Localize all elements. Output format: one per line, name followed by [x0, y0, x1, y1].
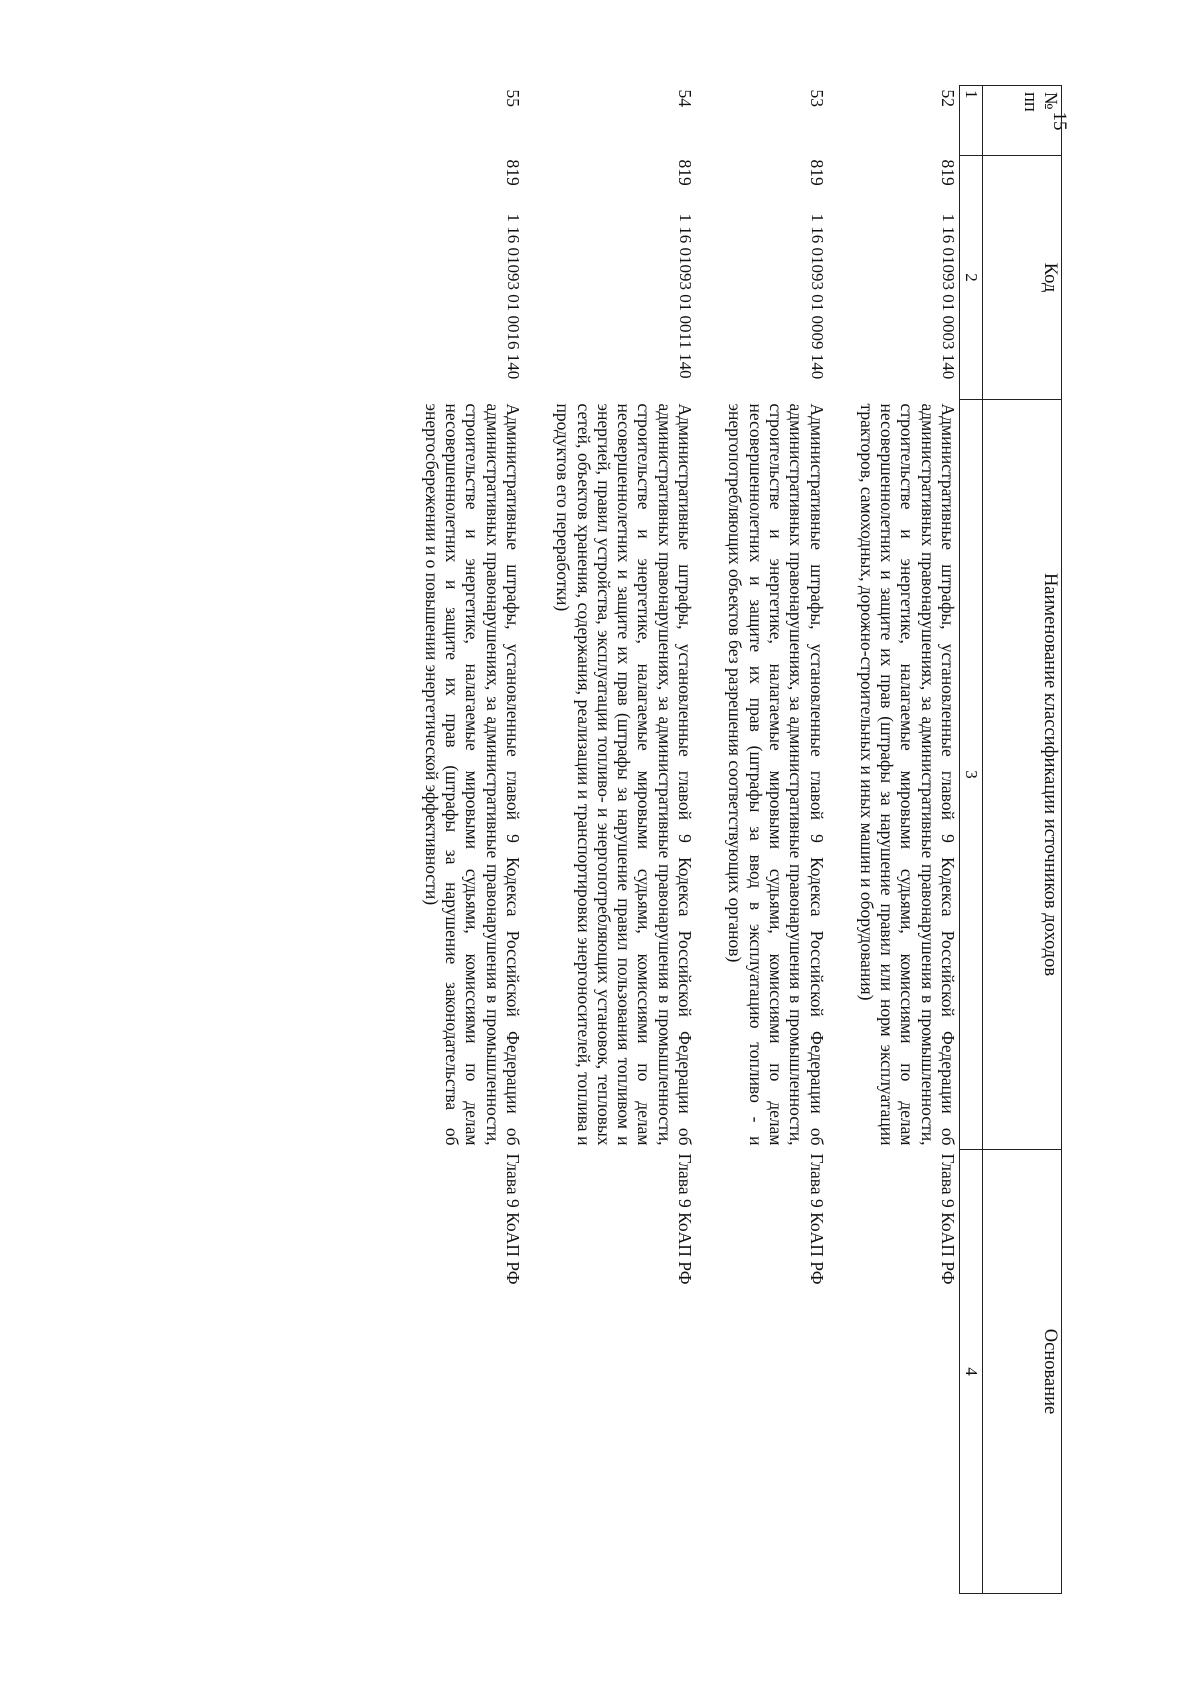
column-number-2: 2	[960, 156, 983, 400]
income-name: Административные штрафы, установленные главой 9 Кодекса Российской Федерации об административных правонарушениях, за административные правонарушения в промышленности, строительстве и энергетике, налагаемые мировыми судьями, комиссиями по делам несовершеннолетних и защите их прав (штрафы за нарушение правил или норм эксплуатации тракторов, самоходных, дорожно-строительных и иных машин и оборудования)	[856, 400, 960, 1150]
row-number: 54	[675, 89, 696, 107]
budget-code: 1 16 01093 01 0016 140	[503, 213, 523, 380]
row-number: 53	[806, 89, 827, 107]
table-row	[724, 86, 827, 1594]
column-number-3: 3	[960, 400, 983, 1150]
table-row	[856, 86, 960, 1594]
page-number: 15	[1049, 111, 1070, 131]
header-number-label: № пп	[1019, 92, 1060, 112]
org-code: 819	[675, 159, 696, 186]
column-number-1: 1	[960, 86, 983, 156]
budget-code: 1 16 01093 01 0011 140	[676, 213, 696, 379]
column-number-row	[960, 86, 983, 1594]
income-name: Административные штрафы, установленные главой 9 Кодекса Российской Федерации об административных правонарушениях, за административные правонарушения в промышленности, строительстве и энергетике, налагаемые мировыми судьями, комиссиями по делам несовершеннолетних и защите их прав (штрафы за нарушение законодательства об энергосбережении и о повышении энергетической эффективности)	[421, 403, 523, 1146]
org-code: 819	[856, 156, 960, 210]
header-code: Код	[983, 156, 1062, 400]
income-name: Административные штрафы, установленные главой 9 Кодекса Российской Федерации об административных правонарушениях, за административные правонарушения в промышленности, строительстве и энергетике, налагаемые мировыми судьями, комиссиями по делам несовершеннолетних и защите их прав (штрафы за ввод в эксплуатацию топливо - и энергопотребляющих объектов без разрешения соответствующих органов)	[725, 403, 827, 1146]
document-sheet	[162, 85, 1062, 1593]
header-basis: Основание	[983, 1150, 1062, 1594]
table-row	[552, 86, 696, 1594]
basis: Глава 9 КоАП РФ	[856, 1150, 960, 1594]
table-row	[420, 86, 523, 1594]
header-number	[983, 86, 1062, 156]
income-classification-table	[420, 85, 1062, 1594]
org-code: 819	[502, 159, 523, 186]
budget-code: 1 16 01093 01 0009 140	[807, 213, 827, 380]
basis: Глава 9 КоАП РФ	[675, 1153, 696, 1285]
basis: Глава 9 КоАП РФ	[806, 1153, 827, 1285]
column-number-4: 4	[960, 1150, 983, 1594]
org-code: 819	[806, 159, 827, 186]
basis: Глава 9 КоАП РФ	[502, 1153, 523, 1285]
header-name: Наименование классификации источников доходов	[983, 400, 1062, 1150]
row-number: 52	[856, 86, 960, 156]
row-number: 55	[502, 89, 523, 107]
budget-code: 1 16 01093 01 0003 140	[856, 210, 960, 400]
table-header-row	[983, 86, 1062, 1594]
income-name: Административные штрафы, установленные главой 9 Кодекса Российской Федерации об административных правонарушениях, за административные правонарушения в промышленности, строительстве и энергетике, налагаемые мировыми судьями, комиссиями по делам несовершеннолетних и защите их прав (штрафы за нарушение правил пользования топливом и энергией, правил устройства, эксплуатации топливо- и энергопотребляющих установок, тепловых сетей, объектов хранения, содержания, реализации и транспортировки энергоносителей, топлива и продуктов его переработки)	[553, 403, 696, 1146]
